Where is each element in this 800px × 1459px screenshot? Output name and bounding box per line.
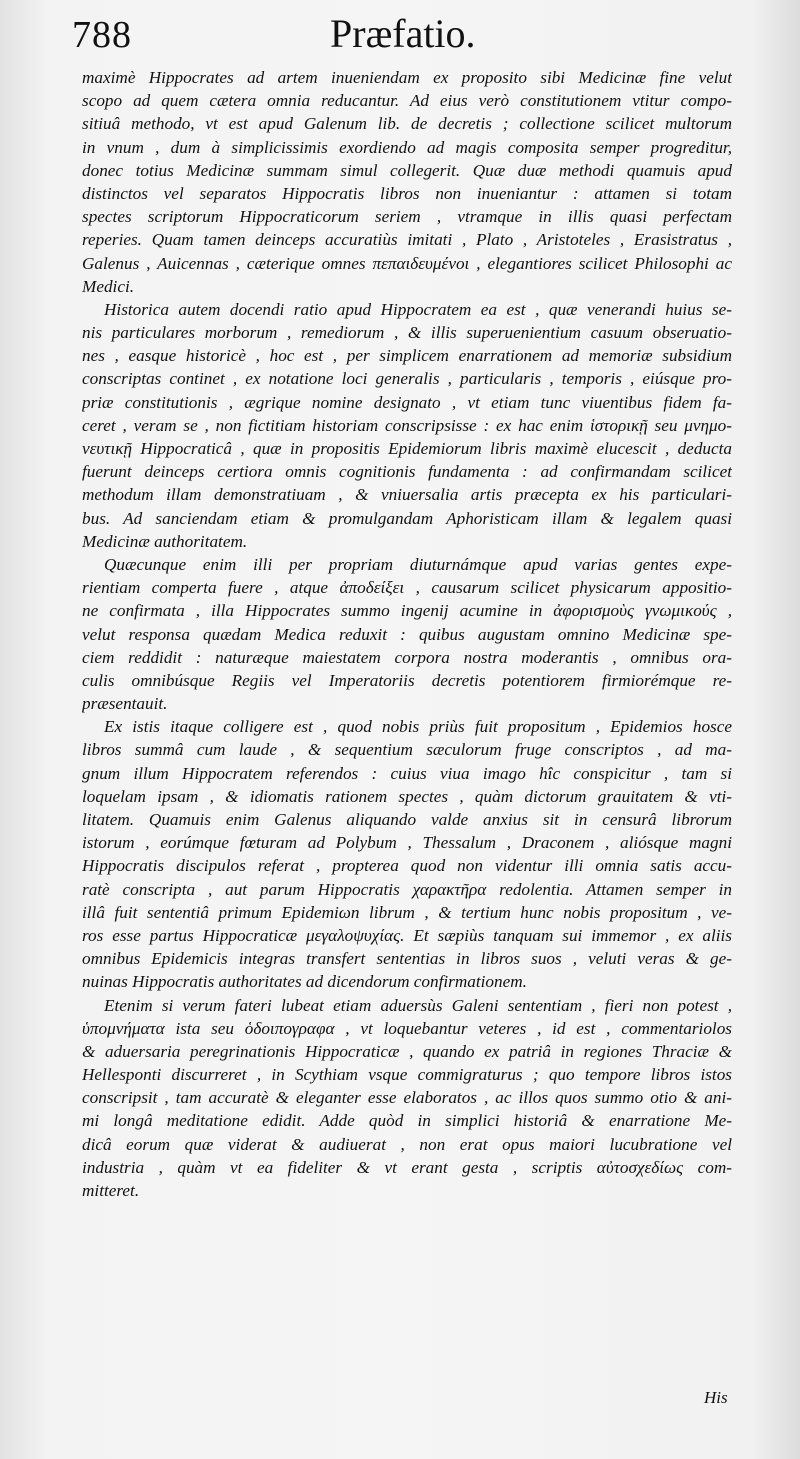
paragraph	[82, 553, 732, 715]
text-line: Galenus , Auicennas , cæterique omnes πεπαιδευμένοι , elegantiores scilicet Philosophi ac	[82, 253, 732, 273]
text-line: fuerunt deinceps certiora omnis cognitionis fundamenta : ad confirmandam scilicet	[82, 462, 732, 482]
text-line: Etenim si verum fateri lubeat etiam aduersùs Galeni sententiam , fieri non potest ,	[104, 995, 732, 1015]
text-line: Medicinæ authoritatem.	[82, 531, 248, 551]
text-line: ὑπομνήματα ista seu ὁδοιπογραφα , vt loquebantur veteres , id est , commentariolos	[82, 1018, 732, 1038]
text-line: omnibus Epidemicis integras transfert sententias in libros suos , veluti veras & ge-	[82, 949, 732, 969]
page-number: 788	[72, 14, 132, 56]
text-line: sitiuâ methodo, vt est apud Galenum lib. de decretis ; collectione scilicet multorum	[82, 114, 732, 134]
text-line: νευτικῇ Hippocraticâ , quæ in propositis Epidemiorum libris maximè elucescit , deducta	[82, 439, 732, 458]
running-head: Præfatio.	[330, 11, 476, 56]
text-line: Hellesponti discurreret , in Scythiam vsque commigraturus ; quo tempore libros istos	[82, 1065, 732, 1085]
text-line: maximè Hippocrates ad artem inueniendam ex proposito sibi Medicinæ fine velut	[82, 68, 732, 87]
text-line: & aduersaria peregrinationis Hippocraticæ , quando ex patriâ in regiones Thraciæ &	[82, 1041, 732, 1061]
text-line: reperies. Quam tamen deinceps accuratiùs imitati , Plato , Aristoteles , Erasistratus ,	[82, 230, 732, 250]
text-line: præsentauit.	[82, 694, 168, 714]
text-line: distinctos vel separatos Hippocratis libros non inueniantur : attamen si totam	[82, 183, 732, 203]
text-line: nis particulares morborum , remediorum , & illis superuenientium casuum obseruatio-	[82, 323, 732, 343]
paragraph	[82, 715, 732, 993]
text-line: Medici.	[82, 276, 135, 296]
text-line: Ex istis itaque colligere est , quod nobis priùs fuit propositum , Epidemios hosce	[104, 717, 732, 737]
text-line: nes , easque historicè , hoc est , per simplicem enarrationem ad memoriæ subsidium	[82, 346, 732, 366]
text-line: Quæcunque enim illi per propriam diuturnámque apud varias gentes expe-	[104, 554, 732, 574]
text-line: industria , quàm vt ea fideliter & vt erant gesta , scriptis αὐτοσχεδίως com-	[82, 1157, 732, 1177]
text-line: nuinas Hippocratis authoritates ad dicendorum confirmationem.	[82, 972, 527, 992]
text-line: conscriptas continet , ex notatione loci generalis , particularis , temporis , eiúsque pro-	[82, 369, 732, 389]
text-line: priæ constitutionis , ægrique nomine designato , vt etiam tunc viuentibus fidem fa-	[82, 392, 732, 412]
paragraph	[82, 298, 732, 553]
text-line: dicâ eorum quæ viderat & audiuerat , non erat opus maiori lucubratione vel	[82, 1134, 732, 1154]
text-line: gnum illum Hippocratem referendos : cuius viua imago hîc conspicitur , tam si	[82, 763, 732, 783]
text-line: culis omnibúsque Regiis vel Imperatoriis decretis potentiorem firmiorémque re-	[82, 670, 732, 690]
text-line: in vnum , dum à simplicissimis exordiendo ad magis composita semper progreditur,	[82, 137, 732, 157]
text-line: litatem. Quamuis enim Galenus aliquando valde anxius sit in censurâ librorum	[82, 810, 732, 829]
text-line: mi longâ meditatione edidit. Adde quòd in simplici historiâ & enarratione Me-	[82, 1111, 732, 1131]
body-text	[82, 66, 732, 1202]
text-line: ceret , veram se , non fictitiam historiam conscripsisse : ex hac enim ἱστορικῇ seu μνημο-	[82, 415, 732, 435]
text-line: bus. Ad sanciendam etiam & promulgandam Aphoristicam illam & legalem quasi	[82, 508, 732, 528]
catchword: His	[704, 1388, 728, 1407]
text-line: istorum , eorúmque fœturam ad Polybum , Thessalum , Draconem , aliósque magni	[82, 833, 732, 853]
paragraph	[82, 994, 732, 1203]
text-line: scopo ad quem cætera omnia reducantur. Ad eius verò constitutionem vtitur compo-	[82, 91, 732, 111]
text-line: rientiam comperta fuere , atque ἀποδείξει , causarum scilicet physicarum appositio-	[82, 578, 732, 598]
text-line: ciem reddidit : naturæque maiestatem corpora nostra moderantis , omnibus ora-	[82, 647, 732, 667]
text-line: ne confirmata , illa Hippocrates summo ingenij acumine in ἀφορισμοὺς γνωμικούς ,	[82, 601, 732, 621]
text-line: mitteret.	[82, 1181, 140, 1200]
text-line: ratè conscripta , aut parum Hippocratis χαρακτῆρα redolentia. Attamen semper in	[82, 879, 732, 899]
text-line: loquelam ipsam , & idiomatis rationem spectes , quàm dictorum grauitatem & vti-	[82, 786, 732, 806]
text-line: velut responsa quædam Medica reduxit : quibus augustam omnino Medicinæ spe-	[82, 624, 732, 644]
text-line: Hippocratis discipulos referat , propterea quod non videntur illi omnia satis accu-	[82, 856, 732, 876]
text-line: Historica autem docendi ratio apud Hippocratem ea est , quæ venerandi huius se-	[104, 299, 732, 319]
text-line: methodum illam demonstratiuam , & vniuersalia artis præcepta ex his particulari-	[82, 485, 732, 505]
text-line: conscripsit , tam accuratè & eleganter esse elaboratos , ac illos quos summo otio & ani-	[82, 1088, 732, 1108]
text-line: libros summâ cum laude , & sequentium sæculorum fruge conscriptos , ad ma-	[82, 740, 732, 760]
page-header	[0, 8, 800, 68]
text-line: donec totius Medicinæ summam simul collegerit. Quæ duæ methodi quamuis apud	[82, 160, 732, 180]
text-line: illâ fuit sententiâ primum Epidemiωn librum , & tertium hunc nobis propositum , ve-	[82, 902, 732, 922]
text-line: ros esse partus Hippocraticæ μεγαλοψυχίας. Et sæpiùs tanquam sui immemor , ex aliis	[82, 925, 732, 945]
text-line: spectes scriptorum Hippocraticorum seriem , vtramque in illis quasi perfectam	[82, 207, 732, 227]
paragraph	[82, 66, 732, 298]
